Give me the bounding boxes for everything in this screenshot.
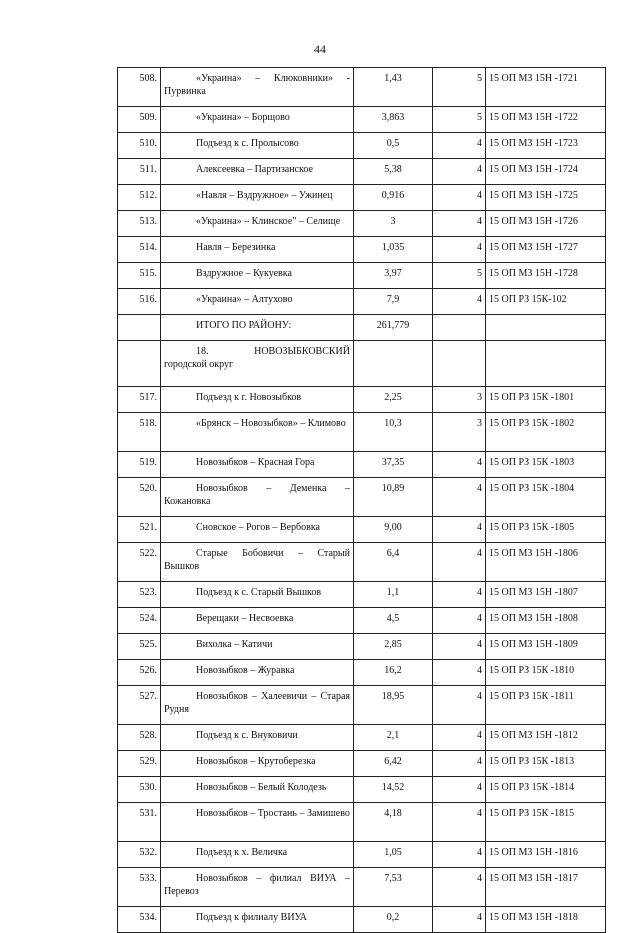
road-name <box>161 211 354 237</box>
road-length: 1,05 <box>354 842 433 868</box>
road-category <box>433 315 486 341</box>
road-name-text: Старые Бобовичи – Старый Вышков <box>164 548 350 572</box>
road-code <box>486 341 606 387</box>
road-name-text: «Украина» – Клюковники» - Пурвинка <box>164 73 350 97</box>
road-code: 15 ОП МЗ 15Н -1817 <box>486 868 606 907</box>
road-length: 2,1 <box>354 725 433 751</box>
road-length: 4,5 <box>354 608 433 634</box>
table-row <box>118 289 606 315</box>
row-number <box>118 341 161 387</box>
roads-table-body <box>118 68 606 933</box>
road-name <box>161 777 354 803</box>
road-name-text: «Украина» – Борщово <box>196 112 290 123</box>
road-length: 10,89 <box>354 478 433 517</box>
table-row <box>118 608 606 634</box>
road-length: 0,916 <box>354 185 433 211</box>
road-name <box>161 608 354 634</box>
road-length: 7,9 <box>354 289 433 315</box>
row-number: 510. <box>118 133 161 159</box>
roads-table <box>117 67 606 933</box>
road-length: 5,38 <box>354 159 433 185</box>
road-length: 6,4 <box>354 543 433 582</box>
road-category: 4 <box>433 660 486 686</box>
road-category: 4 <box>433 211 486 237</box>
road-name <box>161 543 354 582</box>
row-number: 527. <box>118 686 161 725</box>
road-name-text: Навля – Березинка <box>196 242 276 253</box>
road-length: 3 <box>354 211 433 237</box>
road-name-text: Подъезд к с. Внуковичи <box>196 730 298 741</box>
table-row <box>118 237 606 263</box>
road-category: 4 <box>433 185 486 211</box>
table-row <box>118 159 606 185</box>
road-code: 15 ОП РЗ 15К -1814 <box>486 777 606 803</box>
road-name <box>161 413 354 452</box>
table-row <box>118 517 606 543</box>
road-category: 3 <box>433 413 486 452</box>
table-row <box>118 868 606 907</box>
road-name-text: Новозыбков – филиал ВИУА – Перевоз <box>164 873 350 897</box>
row-number: 517. <box>118 387 161 413</box>
road-name <box>161 842 354 868</box>
road-length: 2,85 <box>354 634 433 660</box>
road-category: 3 <box>433 387 486 413</box>
road-category: 4 <box>433 868 486 907</box>
road-code: 15 ОП МЗ 15Н -1818 <box>486 907 606 933</box>
road-name <box>161 868 354 907</box>
road-name-text: 18. НОВОЗЫБКОВСКИЙ городской округ <box>164 346 350 370</box>
road-name <box>161 478 354 517</box>
road-length: 14,52 <box>354 777 433 803</box>
road-length: 0,2 <box>354 907 433 933</box>
road-category: 5 <box>433 263 486 289</box>
road-name-text: Вихолка – Катичи <box>196 639 273 650</box>
row-number: 515. <box>118 263 161 289</box>
road-category: 4 <box>433 289 486 315</box>
road-length: 37,35 <box>354 452 433 478</box>
road-name-text: Алексеевка – Партизанское <box>196 164 313 175</box>
road-name-text: Подъезд к с. Пролысово <box>196 138 299 149</box>
road-name <box>161 686 354 725</box>
table-row <box>118 263 606 289</box>
road-name-text: «Брянск – Новозыбков» – Климово <box>196 418 346 429</box>
road-name-text: Новозыбков – Деменка – Кожановка <box>164 483 350 507</box>
road-code: 15 ОП РЗ 15К -1815 <box>486 803 606 842</box>
road-code: 15 ОП МЗ 15Н -1808 <box>486 608 606 634</box>
road-length: 9,00 <box>354 517 433 543</box>
road-code: 15 ОП МЗ 15Н -1816 <box>486 842 606 868</box>
road-length: 18,95 <box>354 686 433 725</box>
road-name-text: Вздружное – Кукуевка <box>196 268 292 279</box>
road-name-text: Новозыбков – Тростань – Замишево <box>196 808 350 819</box>
road-length: 16,2 <box>354 660 433 686</box>
road-name-text: ИТОГО ПО РАЙОНУ: <box>196 320 292 331</box>
road-name <box>161 660 354 686</box>
road-name <box>161 387 354 413</box>
road-length: 7,53 <box>354 868 433 907</box>
road-length: 0,5 <box>354 133 433 159</box>
road-category: 4 <box>433 478 486 517</box>
row-number: 533. <box>118 868 161 907</box>
road-category: 5 <box>433 68 486 107</box>
table-row <box>118 68 606 107</box>
road-length: 1,035 <box>354 237 433 263</box>
road-category: 4 <box>433 725 486 751</box>
row-number: 518. <box>118 413 161 452</box>
road-category: 4 <box>433 634 486 660</box>
road-name-text: Подъезд к филиалу ВИУА <box>196 912 307 923</box>
road-code: 15 ОП МЗ 15Н -1725 <box>486 185 606 211</box>
row-number: 520. <box>118 478 161 517</box>
road-code: 15 ОП РЗ 15К -1802 <box>486 413 606 452</box>
road-name <box>161 185 354 211</box>
table-row <box>118 543 606 582</box>
table-row <box>118 842 606 868</box>
road-name-text: Новозыбков – Халеевичи – Старая Рудня <box>164 691 350 715</box>
table-row <box>118 686 606 725</box>
road-length: 1,1 <box>354 582 433 608</box>
road-category: 4 <box>433 842 486 868</box>
table-row <box>118 478 606 517</box>
road-name-text: Подъезд к г. Новозыбков <box>196 392 302 403</box>
road-name <box>161 315 354 341</box>
row-number: 529. <box>118 751 161 777</box>
road-category: 4 <box>433 751 486 777</box>
road-category: 4 <box>433 237 486 263</box>
road-name-text: Новозыбков – Белый Колодезь <box>196 782 327 793</box>
table-row <box>118 341 606 387</box>
road-name <box>161 159 354 185</box>
road-category: 4 <box>433 907 486 933</box>
row-number: 509. <box>118 107 161 133</box>
road-name <box>161 907 354 933</box>
table-row <box>118 185 606 211</box>
road-code: 15 ОП МЗ 15Н -1807 <box>486 582 606 608</box>
road-length <box>354 341 433 387</box>
table-row <box>118 387 606 413</box>
road-name-text: Новозыбков – Красная Гора <box>196 457 315 468</box>
road-name-text: «Навля – Вздружное» – Ужинец <box>196 190 333 201</box>
road-category: 4 <box>433 582 486 608</box>
table-row <box>118 751 606 777</box>
table-row <box>118 582 606 608</box>
road-length: 6,42 <box>354 751 433 777</box>
road-name <box>161 107 354 133</box>
road-name <box>161 725 354 751</box>
road-code: 15 ОП МЗ 15Н -1809 <box>486 634 606 660</box>
page-number: 44 <box>314 42 326 56</box>
row-number: 519. <box>118 452 161 478</box>
road-name-text: Новозыбков – Крутоберезка <box>196 756 316 767</box>
road-code: 15 ОП РЗ 15К -1813 <box>486 751 606 777</box>
row-number: 508. <box>118 68 161 107</box>
table-row <box>118 211 606 237</box>
row-number: 511. <box>118 159 161 185</box>
road-name-text: Верещаки – Несвоевка <box>196 613 294 624</box>
road-category: 4 <box>433 686 486 725</box>
road-name <box>161 263 354 289</box>
road-category: 4 <box>433 517 486 543</box>
road-length: 1,43 <box>354 68 433 107</box>
row-number: 530. <box>118 777 161 803</box>
road-code: 15 ОП РЗ 15К -1810 <box>486 660 606 686</box>
road-name-text: «Украина» – Клинское" – Селище <box>196 216 341 227</box>
road-name <box>161 289 354 315</box>
road-category <box>433 341 486 387</box>
table-row <box>118 315 606 341</box>
road-name-text: Подъезд к х. Величка <box>196 847 288 858</box>
table-row <box>118 452 606 478</box>
road-name <box>161 517 354 543</box>
table-row <box>118 660 606 686</box>
road-code: 15 ОП МЗ 15Н -1806 <box>486 543 606 582</box>
row-number: 528. <box>118 725 161 751</box>
road-name-text: «Украина» – Алтухово <box>196 294 293 305</box>
road-name <box>161 751 354 777</box>
road-name-text: Сновское – Рогов – Вербовка <box>196 522 320 533</box>
table-row <box>118 634 606 660</box>
road-length: 3,97 <box>354 263 433 289</box>
table-row <box>118 803 606 842</box>
table-row <box>118 133 606 159</box>
road-code: 15 ОП МЗ 15Н -1727 <box>486 237 606 263</box>
table-row <box>118 777 606 803</box>
row-number: 525. <box>118 634 161 660</box>
road-code: 15 ОП МЗ 15Н -1812 <box>486 725 606 751</box>
road-code: 15 ОП РЗ 15К-102 <box>486 289 606 315</box>
road-category: 4 <box>433 608 486 634</box>
road-code: 15 ОП МЗ 15Н -1723 <box>486 133 606 159</box>
road-category: 4 <box>433 543 486 582</box>
road-code: 15 ОП МЗ 15Н -1722 <box>486 107 606 133</box>
road-name <box>161 452 354 478</box>
table-row <box>118 725 606 751</box>
table-row <box>118 107 606 133</box>
table-row <box>118 907 606 933</box>
road-category: 4 <box>433 133 486 159</box>
road-code: 15 ОП РЗ 15К -1804 <box>486 478 606 517</box>
row-number: 512. <box>118 185 161 211</box>
road-name <box>161 68 354 107</box>
road-length: 4,18 <box>354 803 433 842</box>
row-number: 522. <box>118 543 161 582</box>
road-length: 3,863 <box>354 107 433 133</box>
road-code: 15 ОП МЗ 15Н -1724 <box>486 159 606 185</box>
road-length: 2,25 <box>354 387 433 413</box>
road-category: 4 <box>433 159 486 185</box>
road-code: 15 ОП РЗ 15К -1805 <box>486 517 606 543</box>
road-code: 15 ОП МЗ 15Н -1721 <box>486 68 606 107</box>
road-category: 5 <box>433 107 486 133</box>
road-category: 4 <box>433 777 486 803</box>
row-number: 521. <box>118 517 161 543</box>
road-length: 261,779 <box>354 315 433 341</box>
road-name <box>161 237 354 263</box>
road-length: 10,3 <box>354 413 433 452</box>
road-code: 15 ОП РЗ 15К -1803 <box>486 452 606 478</box>
road-name <box>161 582 354 608</box>
row-number: 523. <box>118 582 161 608</box>
row-number: 526. <box>118 660 161 686</box>
road-code: 15 ОП РЗ 15К -1811 <box>486 686 606 725</box>
road-code: 15 ОП МЗ 15Н -1728 <box>486 263 606 289</box>
road-code <box>486 315 606 341</box>
row-number: 524. <box>118 608 161 634</box>
road-code: 15 ОП МЗ 15Н -1726 <box>486 211 606 237</box>
road-name <box>161 634 354 660</box>
row-number: 513. <box>118 211 161 237</box>
row-number <box>118 315 161 341</box>
road-name <box>161 133 354 159</box>
road-name <box>161 341 354 387</box>
road-category: 4 <box>433 452 486 478</box>
road-category: 4 <box>433 803 486 842</box>
row-number: 531. <box>118 803 161 842</box>
row-number: 532. <box>118 842 161 868</box>
row-number: 514. <box>118 237 161 263</box>
row-number: 534. <box>118 907 161 933</box>
road-name-text: Подъезд к с. Старый Вышков <box>196 587 322 598</box>
road-name <box>161 803 354 842</box>
road-code: 15 ОП РЗ 15К -1801 <box>486 387 606 413</box>
row-number: 516. <box>118 289 161 315</box>
table-row <box>118 413 606 452</box>
road-name-text: Новозыбков – Журавка <box>196 665 295 676</box>
